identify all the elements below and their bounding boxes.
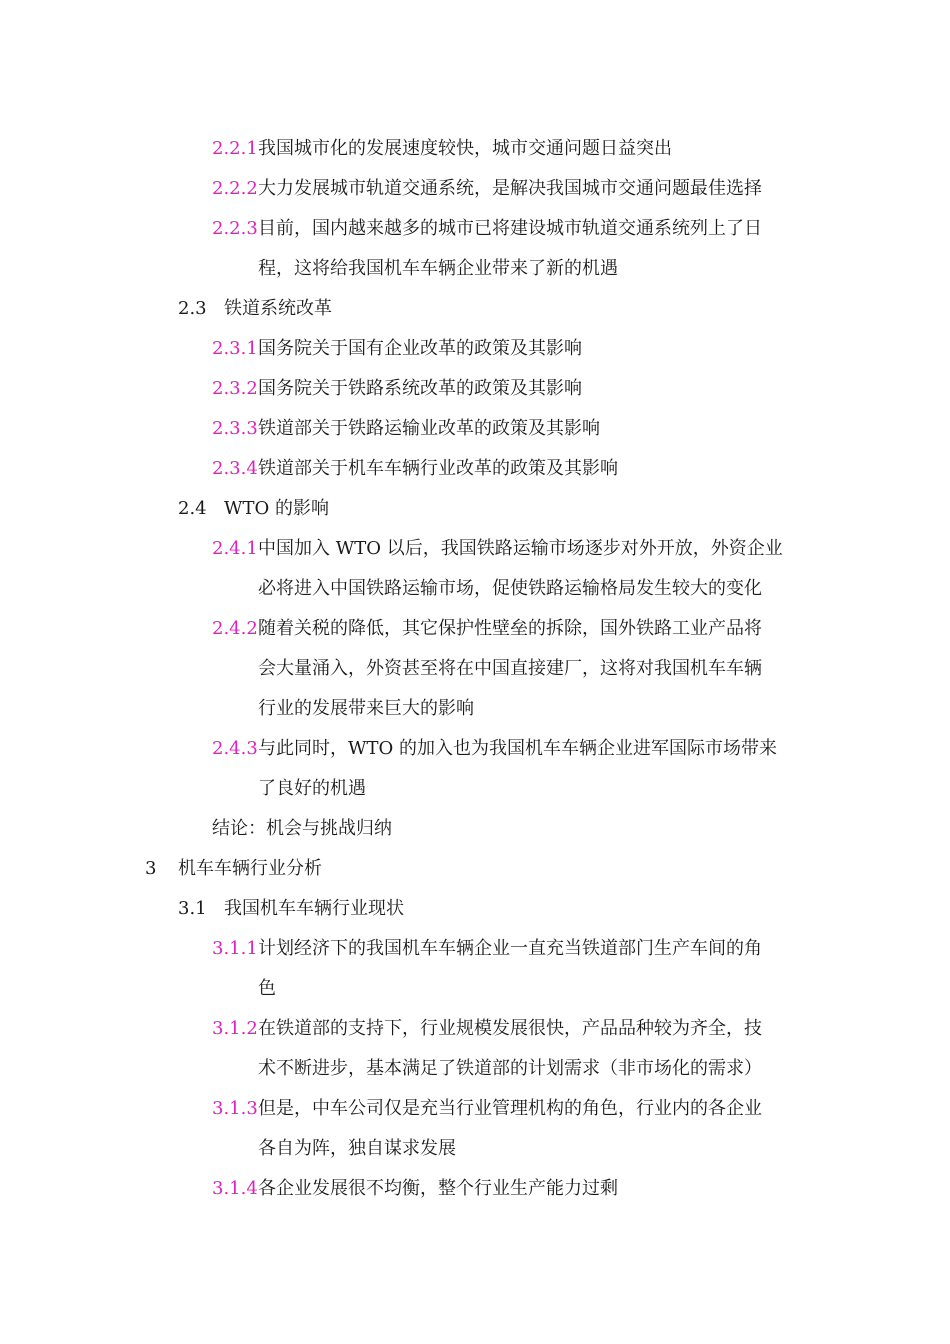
outline-text: 在铁道部的支持下，行业规模发展很快，产品品种较为齐全，技 bbox=[258, 1018, 762, 1039]
outline-text: 术不断进步，基本满足了铁道部的计划需求（非市场化的需求） bbox=[258, 1058, 762, 1079]
outline-number: 2.3.3 bbox=[212, 418, 258, 439]
outline-text: 铁道部关于铁路运输业改革的政策及其影响 bbox=[258, 418, 600, 439]
outline-text: 铁道系统改革 bbox=[224, 298, 332, 319]
outline-text: 我国机车车辆行业现状 bbox=[224, 898, 404, 919]
outline-text: 各企业发展很不均衡，整个行业生产能力过剩 bbox=[258, 1178, 618, 1199]
outline-number: 3.1.1 bbox=[212, 938, 258, 959]
outline-number: 2.2.2 bbox=[212, 178, 258, 199]
outline-number: 2.2.3 bbox=[212, 218, 258, 239]
outline-number: 2.4.2 bbox=[212, 618, 258, 639]
outline-text: 了良好的机遇 bbox=[258, 778, 366, 799]
outline-number: 2.2.1 bbox=[212, 138, 258, 159]
outline-text: 必将进入中国铁路运输市场，促使铁路运输格局发生较大的变化 bbox=[258, 578, 762, 599]
outline-text: 大力发展城市轨道交通系统，是解决我国城市交通问题最佳选择 bbox=[258, 178, 762, 199]
outline-text: 国务院关于铁路系统改革的政策及其影响 bbox=[258, 378, 582, 399]
outline-text: 色 bbox=[258, 978, 276, 999]
outline-number: 2.4.3 bbox=[212, 738, 258, 759]
outline-text: 但是，中车公司仅是充当行业管理机构的角色，行业内的各企业 bbox=[258, 1098, 762, 1119]
outline-text: 与此同时，WTO 的加入也为我国机车车辆企业进军国际市场带来 bbox=[258, 738, 777, 759]
outline-number: 2.3.2 bbox=[212, 378, 258, 399]
outline-text: 各自为阵，独自谋求发展 bbox=[258, 1138, 456, 1159]
outline-number: 2.4 bbox=[178, 498, 207, 519]
outline-text: 目前，国内越来越多的城市已将建设城市轨道交通系统列上了日 bbox=[258, 218, 762, 239]
outline-number: 3.1.2 bbox=[212, 1018, 258, 1039]
outline-number: 3.1.3 bbox=[212, 1098, 258, 1119]
outline-number: 2.3.1 bbox=[212, 338, 258, 359]
outline-text: 随着关税的降低，其它保护性壁垒的拆除，国外铁路工业产品将 bbox=[258, 618, 762, 639]
outline-number: 2.3.4 bbox=[212, 458, 258, 479]
outline-text: 结论：机会与挑战归纳 bbox=[212, 818, 392, 839]
outline-text: 中国加入 WTO 以后，我国铁路运输市场逐步对外开放，外资企业 bbox=[258, 538, 783, 559]
outline-number: 3 bbox=[145, 858, 157, 879]
outline-number: 3.1 bbox=[178, 898, 207, 919]
outline-text: 机车车辆行业分析 bbox=[178, 858, 322, 879]
outline-text: 铁道部关于机车车辆行业改革的政策及其影响 bbox=[258, 458, 618, 479]
outline-text: 计划经济下的我国机车车辆企业一直充当铁道部门生产车间的角 bbox=[258, 938, 762, 959]
outline-text: 会大量涌入，外资甚至将在中国直接建厂，这将对我国机车车辆 bbox=[258, 658, 762, 679]
outline-text: 国务院关于国有企业改革的政策及其影响 bbox=[258, 338, 582, 359]
outline-text: WTO 的影响 bbox=[224, 498, 329, 519]
outline-text: 程，这将给我国机车车辆企业带来了新的机遇 bbox=[258, 258, 618, 279]
outline-text: 我国城市化的发展速度较快，城市交通问题日益突出 bbox=[258, 138, 672, 159]
outline-text: 行业的发展带来巨大的影响 bbox=[258, 698, 474, 719]
outline-number: 2.4.1 bbox=[212, 538, 258, 559]
outline-number: 3.1.4 bbox=[212, 1178, 258, 1199]
outline-number: 2.3 bbox=[178, 298, 207, 319]
